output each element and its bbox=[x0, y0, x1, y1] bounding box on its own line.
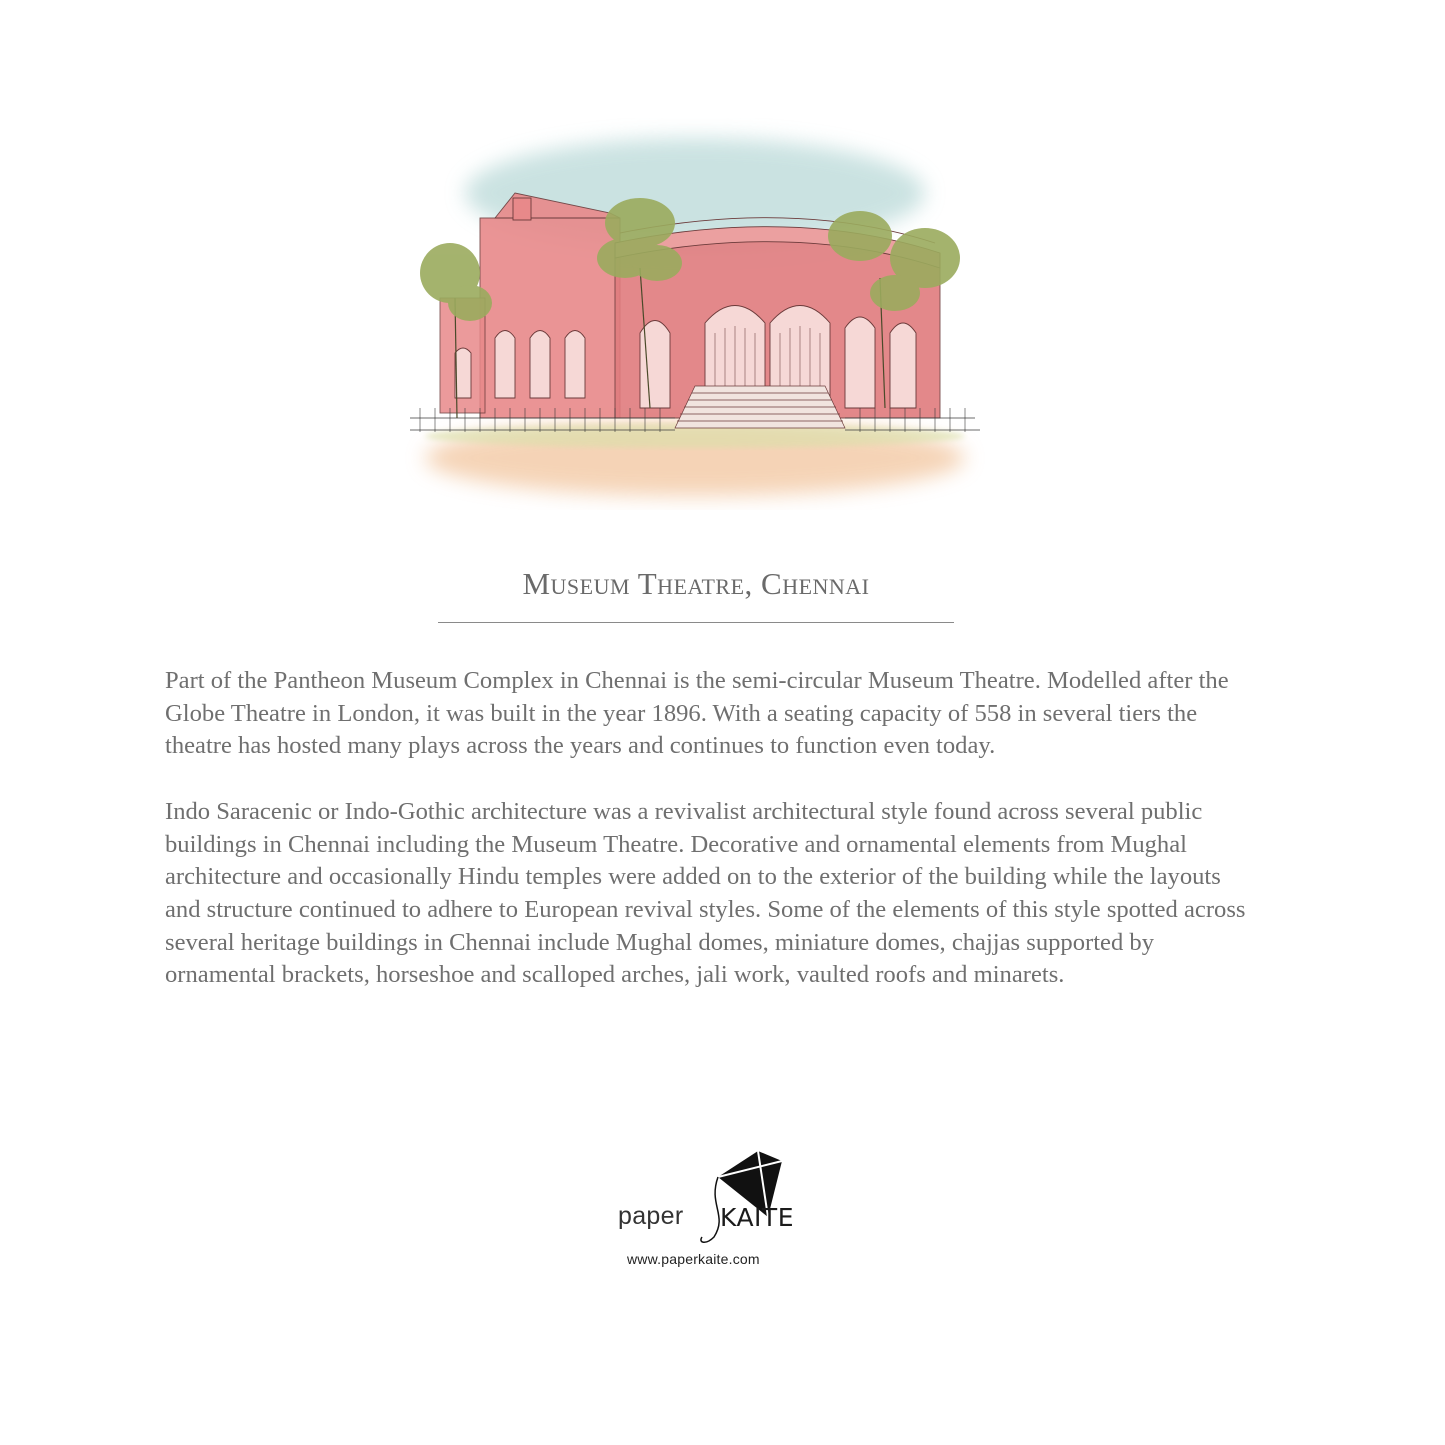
page-title: Museum Theatre, Chennai bbox=[522, 566, 870, 601]
logo-url[interactable]: www.paperkaite.com bbox=[627, 1251, 760, 1267]
logo-word-paper: paper bbox=[618, 1202, 684, 1230]
paragraph: Part of the Pantheon Museum Complex in Chennai is the semi-circular Museum Theatre. Modelled after the Globe Theatre in London, it was built in the year 1896. With a seating capacity of 558 in several tiers the theatre has hosted many plays across the years and continues to function even today. bbox=[165, 667, 1229, 760]
article-body bbox=[165, 665, 1255, 1025]
museum-theatre-illustration bbox=[395, 118, 995, 510]
paperkaite-logo bbox=[610, 1145, 810, 1275]
paragraph: Indo Saracenic or Indo-Gothic architecture was a revivalist architectural style found across several public buildings in Chennai including the Museum Theatre. Decorative and ornamental elements from Mughal architecture and occasionally Hindu temples were added on to the exterior of the building while the layouts and structure continued to adhere to European revival styles. Some of the elements of this style spotted across several heritage buildings in Chennai include Mughal domes, miniature domes, chajjas supported by ornamental brackets, horseshoe and scalloped arches, jali work, vaulted roofs and minarets. bbox=[165, 797, 1246, 989]
logo-word-kaite: KAITE bbox=[720, 1203, 794, 1232]
title-underline bbox=[438, 622, 954, 623]
